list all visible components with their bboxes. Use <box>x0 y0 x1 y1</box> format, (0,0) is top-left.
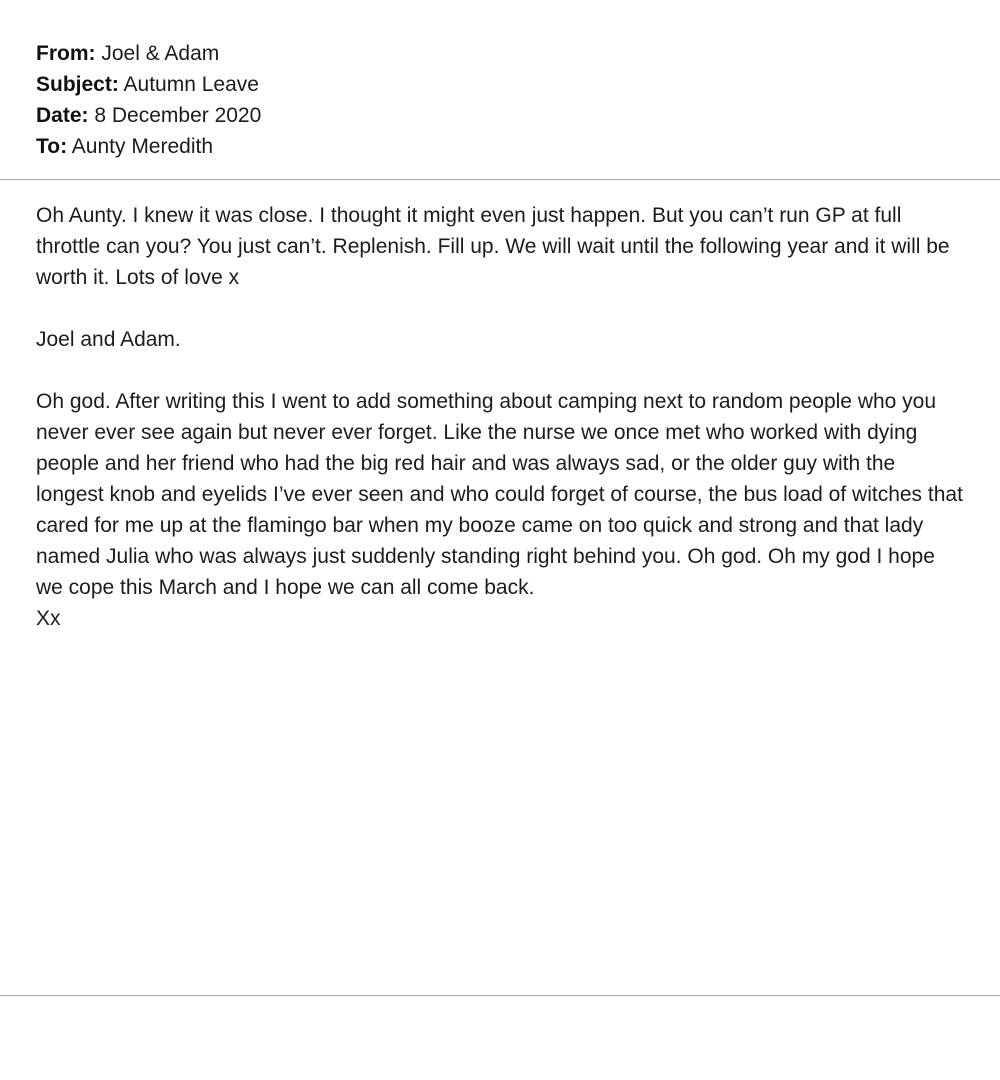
from-value: Joel & Adam <box>101 42 220 65</box>
subject-value: Autumn Leave <box>123 73 259 96</box>
to-value: Aunty Meredith <box>71 135 214 158</box>
date-row <box>36 100 956 131</box>
subject-label: Subject: <box>36 73 119 96</box>
footer-divider <box>0 995 1000 996</box>
subject-row <box>36 69 956 100</box>
body-paragraph-2: Oh god. After writing this I went to add something about camping next to random people who you never ever see again but never ever forget. Like the nurse we once met who worked with dying people and her friend who had the big red hair and was always sad, or the older guy with the longest knob and eyelids I’ve ever seen and who could forget of course, the bus load of witches that cared for me up at the flamingo bar when my booze came on too quick and strong and that lady named Julia who was always just suddenly standing right behind you. Oh god. Oh my god I hope we cope this March and I hope we can all come back. <box>36 390 963 599</box>
date-value: 8 December 2020 <box>94 104 262 127</box>
email-body <box>36 200 966 634</box>
to-row <box>36 131 956 162</box>
header-divider <box>0 179 1000 180</box>
email-header <box>36 38 956 162</box>
from-label: From: <box>36 42 96 65</box>
date-label: Date: <box>36 104 89 127</box>
to-label: To: <box>36 135 68 158</box>
from-row <box>36 38 956 69</box>
body-paragraph-1: Oh Aunty. I knew it was close. I thought it might even just happen. But you can’t run GP at full throttle can you? You just can’t. Replenish. Fill up. We will wait until the following year and it will be worth it. Lots of love x <box>36 204 950 289</box>
signature: Joel and Adam. <box>36 328 181 351</box>
closing: Xx <box>36 607 61 630</box>
